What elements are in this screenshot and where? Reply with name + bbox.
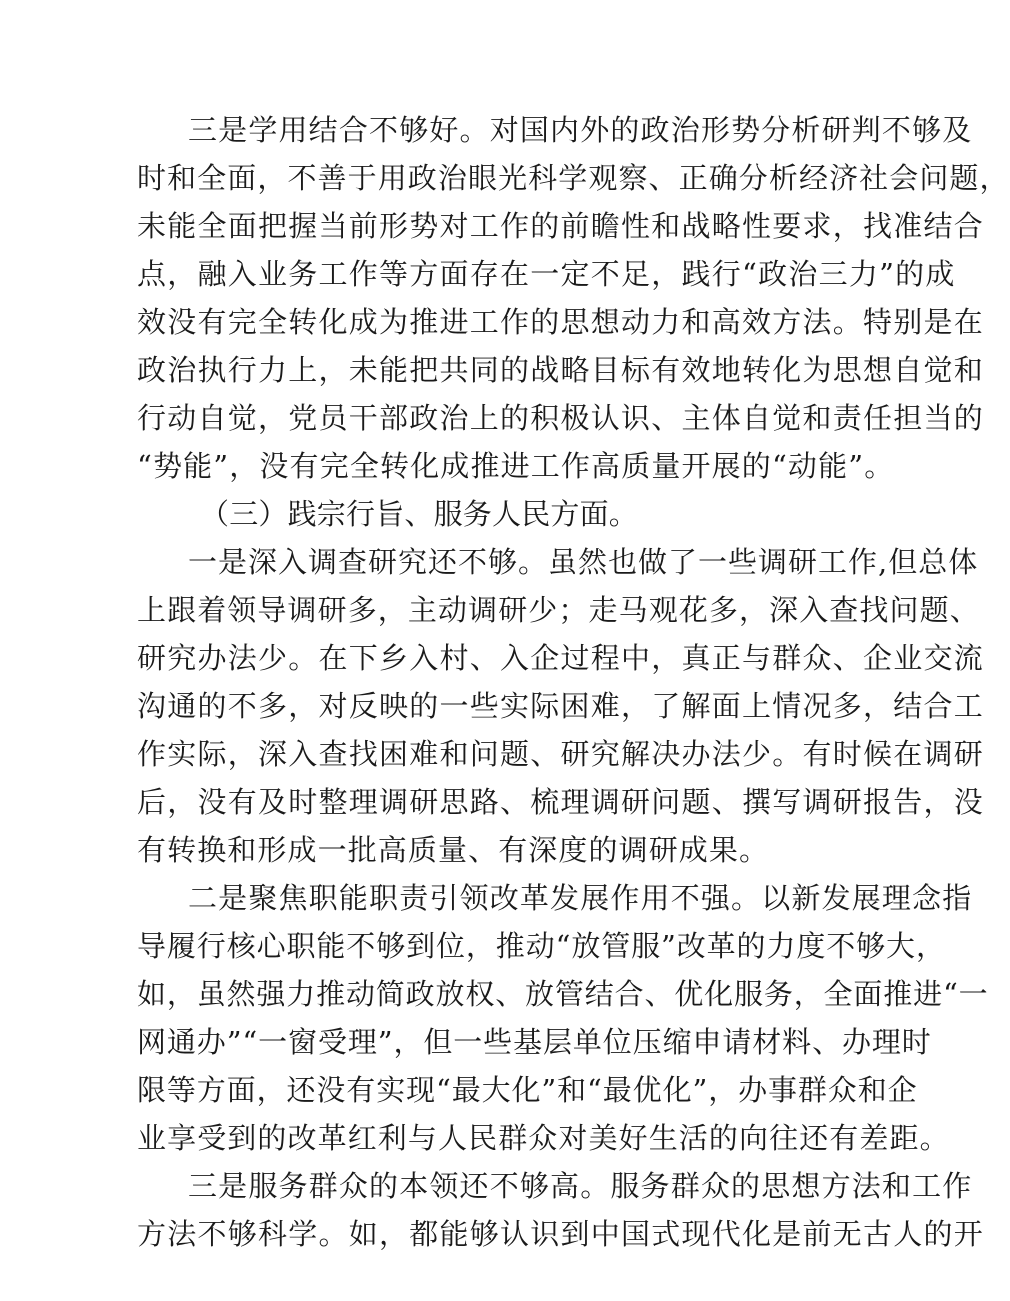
text-line: 网通办”“一窗受理”，但一些基层单位压缩申请材料、办理时	[137, 1025, 932, 1059]
text-line: 一是深入调查研究还不够。虽然也做了一些调研工作,但总体	[188, 545, 979, 579]
text-line: 三是服务群众的本领还不够高。服务群众的思想方法和工作	[188, 1169, 973, 1203]
text-line: 业享受到的改革红利与人民群众对美好生活的向往还有差距。	[137, 1121, 950, 1155]
text-line: 三是学用结合不够好。对国内外的政治形势分析研判不够及	[188, 113, 973, 147]
section-heading: （三）践宗行旨、服务人民方面。	[200, 497, 639, 531]
text-line: 行动自觉，党员干部政治上的积极认识、主体自觉和责任担当的	[137, 401, 985, 435]
text-line: 研究办法少。在下乡入村、入企过程中，真正与群众、企业交流	[137, 641, 985, 675]
text-line: 时和全面，不善于用政治眼光科学观察、正确分析经济社会问题，	[137, 161, 1010, 195]
text-line: 二是聚焦职能职责引领改革发展作用不强。以新发展理念指	[188, 881, 973, 915]
text-line: “势能”，没有完全转化成推进工作高质量开展的“动能”。	[137, 449, 895, 483]
text-line: 效没有完全转化成为推进工作的思想动力和高效方法。特别是在	[137, 305, 985, 339]
text-line: 作实际，深入查找困难和问题、研究解决办法少。有时候在调研	[137, 737, 985, 771]
text-line: 方法不够科学。如，都能够认识到中国式现代化是前无古人的开	[137, 1217, 985, 1251]
text-line: 导履行核心职能不够到位，推动“放管服”改革的力度不够大，	[137, 929, 946, 963]
text-line: 限等方面，还没有实现“最大化”和“最优化”，办事群众和企	[137, 1073, 918, 1107]
text-line: 如，虽然强力推动简政放权、放管结合、优化服务，全面推进“一	[137, 977, 989, 1011]
text-line: 后，没有及时整理调研思路、梳理调研问题、撰写调研报告，没	[137, 785, 985, 819]
text-line: 沟通的不多，对反映的一些实际困难，了解面上情况多，结合工	[137, 689, 985, 723]
text-line: 未能全面把握当前形势对工作的前瞻性和战略性要求，找准结合	[137, 209, 985, 243]
text-line: 政治执行力上，未能把共同的战略目标有效地转化为思想自觉和	[137, 353, 985, 387]
text-line: 上跟着领导调研多，主动调研少；走马观花多，深入查找问题、	[137, 593, 980, 627]
text-line: 有转换和形成一批高质量、有深度的调研成果。	[137, 833, 770, 867]
text-line: 点，融入业务工作等方面存在一定不足，践行“政治三力”的成	[137, 257, 956, 291]
